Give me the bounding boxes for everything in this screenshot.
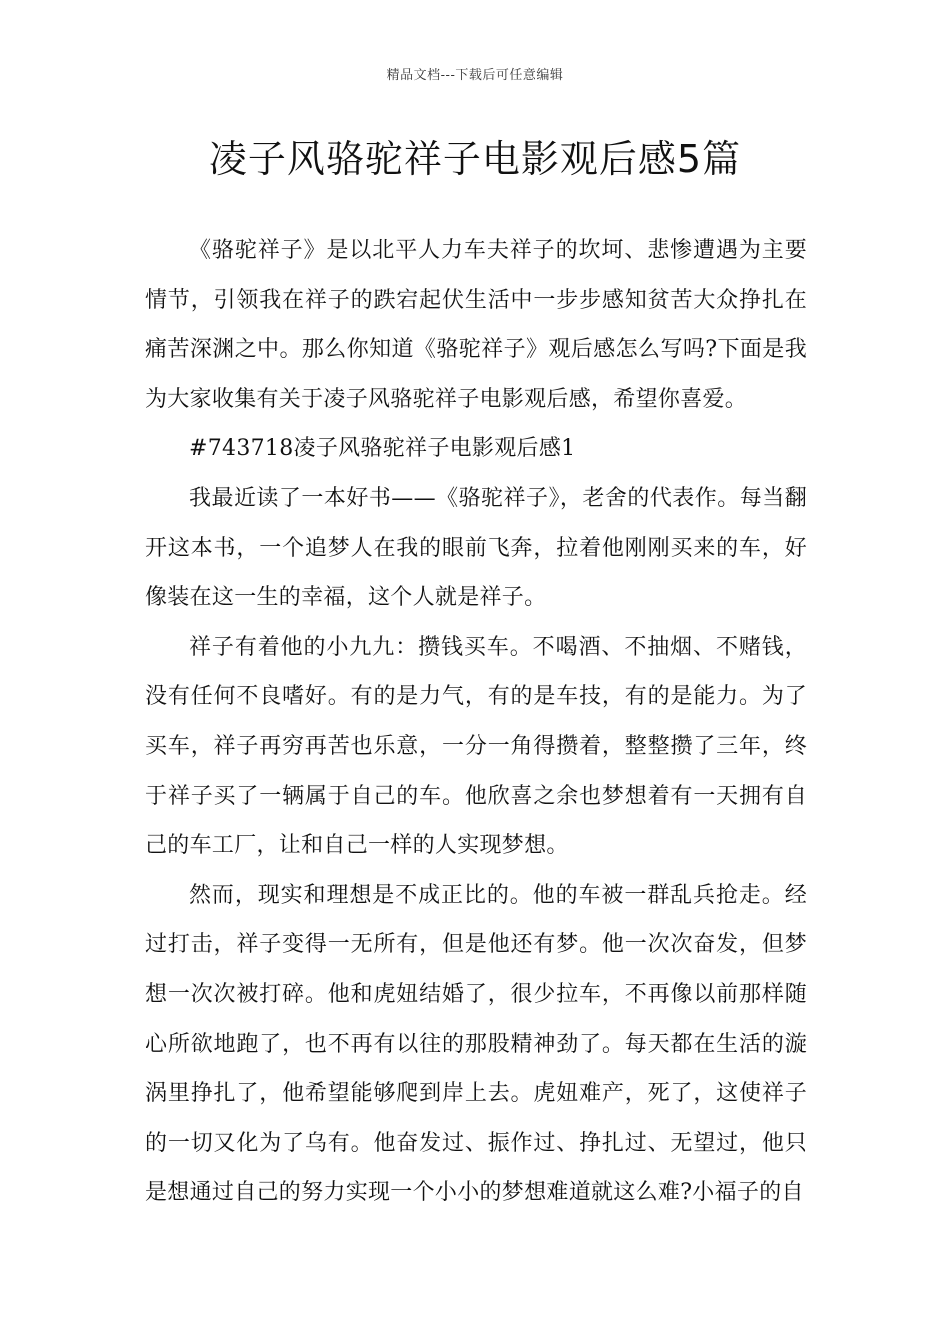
body-paragraph: 然而，现实和理想是不成正比的。他的车被一群乱兵抢走。经过打击，祥子变得一无所有，但是他还有梦。他一次次奋发，但梦想一次次被打碎。他和虎妞结婚了，很少拉车，不再像以前那样随心所欲地跑了，也不再有以往的那股精神劲了。每天都在生活的漩涡里挣扎了，他希望能够爬到岸上去。虎妞难产，死了，这使祥子的一切又化为了乌有。他奋发过、振作过、挣扎过、无望过，他只是想通过自己的努力实现一个小小的梦想难道就这么难?小福子的自 xyxy=(145,882,807,1206)
body-paragraph: 我最近读了一本好书——《骆驼祥子》，老舍的代表作。每当翻开这本书，一个追梦人在我的眼前飞奔，拉着他刚刚买来的车，好像装在这一生的幸福，这个人就是祥子。 xyxy=(145,485,807,611)
page-header-note: 精品文档---下载后可任意编辑 xyxy=(386,68,564,83)
document-title: 凌子风骆驼祥子电影观后感5篇 xyxy=(208,137,742,181)
section-heading: #743718凌子风骆驼祥子电影观后感1 xyxy=(189,436,576,462)
document-body xyxy=(145,226,807,1218)
intro-paragraph: 《骆驼祥子》是以北平人力车夫祥子的坎坷、悲惨遭遇为主要情节，引领我在祥子的跌宕起伏生活中一步步感知贫苦大众挣扎在痛苦深渊之中。那么你知道《骆驼祥子》观后感怎么写吗?下面是我为大家收集有关于凌子风骆驼祥子电影观后感，希望你喜爱。 xyxy=(145,238,807,412)
body-paragraph: 祥子有着他的小九九：攒钱买车。不喝酒、不抽烟、不赌钱，没有任何不良嗜好。有的是力气，有的是车技，有的是能力。为了买车，祥子再穷再苦也乐意，一分一角得攒着，整整攒了三年，终于祥子买了一辆属于自己的车。他欣喜之余也梦想着有一天拥有自己的车工厂，让和自己一样的人实现梦想。 xyxy=(145,634,807,859)
